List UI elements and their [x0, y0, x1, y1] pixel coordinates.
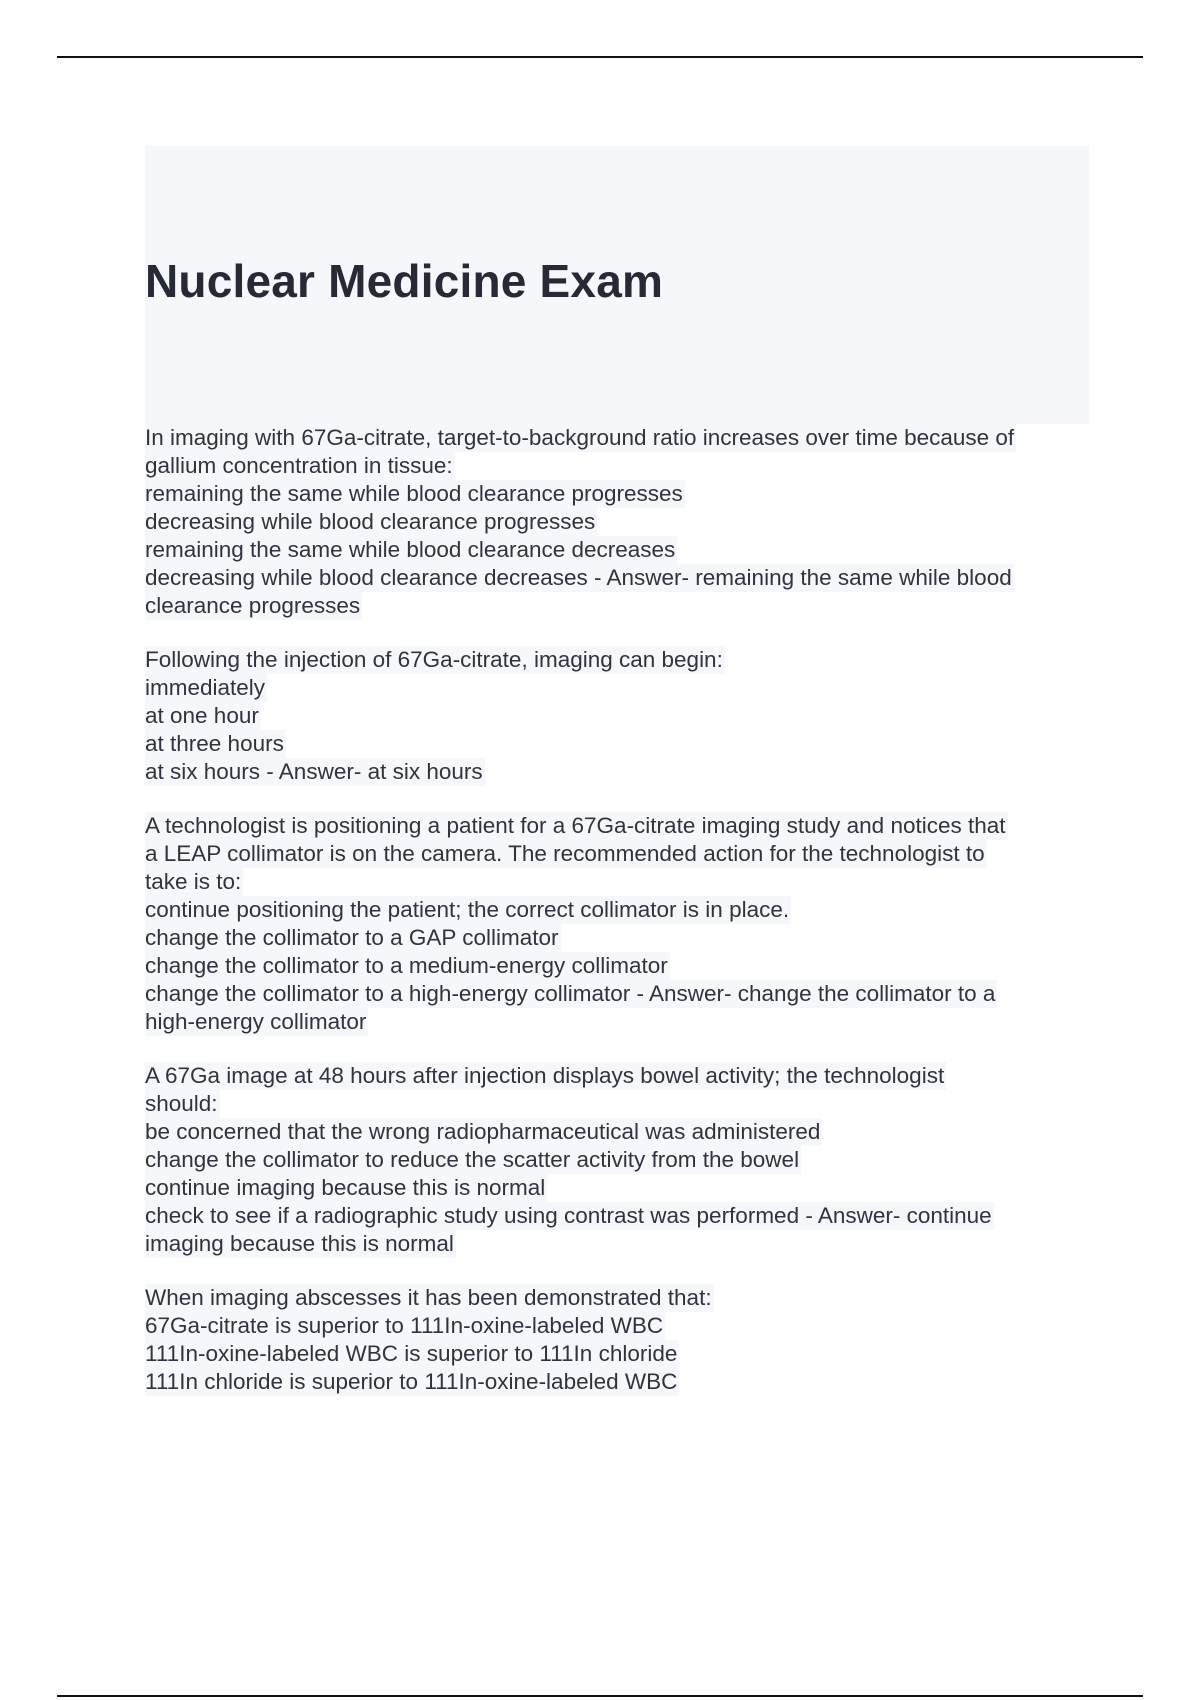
- question-3: [145, 812, 1089, 1036]
- answer-option: 67Ga-citrate is superior to 111In-oxine-labeled WBC: [145, 1313, 664, 1338]
- question-2: [145, 646, 1089, 786]
- question-text: a LEAP collimator is on the camera. The recommended action for the technologist to: [145, 841, 985, 866]
- question-text: take is to:: [145, 869, 242, 894]
- answer-option: at three hours: [145, 731, 284, 756]
- answer-option: change the collimator to reduce the scatter activity from the bowel: [145, 1147, 800, 1172]
- answer-option: continue positioning the patient; the correct collimator is in place.: [145, 897, 790, 922]
- footer-divider: [57, 1695, 1143, 1697]
- answer-option: immediately: [145, 675, 266, 700]
- title-panel: [145, 146, 1089, 424]
- question-text: Following the injection of 67Ga-citrate, imaging can begin:: [145, 647, 723, 672]
- question-text: should:: [145, 1091, 218, 1116]
- header-divider: [57, 56, 1143, 58]
- document-title: Nuclear Medicine Exam: [145, 255, 664, 307]
- answer-option: change the collimator to a medium-energy collimator: [145, 953, 668, 978]
- correct-answer-text: imaging because this is normal: [145, 1231, 454, 1256]
- correct-answer-text: clearance progresses: [145, 593, 361, 618]
- question-4: [145, 1062, 1089, 1258]
- answer-option-with-answer: check to see if a radiographic study using contrast was performed - Answer- continue: [145, 1203, 992, 1228]
- answer-option-with-answer: at six hours - Answer- at six hours: [145, 759, 483, 784]
- answer-option: at one hour: [145, 703, 259, 728]
- question-text: In imaging with 67Ga-citrate, target-to-background ratio increases over time because of: [145, 425, 1015, 450]
- question-text: A technologist is positioning a patient for a 67Ga-citrate imaging study and notices that: [145, 813, 1006, 838]
- question-5: [145, 1284, 1089, 1396]
- answer-option: continue imaging because this is normal: [145, 1175, 546, 1200]
- question-list: [145, 424, 1089, 1422]
- answer-option: decreasing while blood clearance progresses: [145, 509, 596, 534]
- question-text: gallium concentration in tissue:: [145, 453, 453, 478]
- correct-answer-text: high-energy collimator: [145, 1009, 367, 1034]
- question-text: When imaging abscesses it has been demonstrated that:: [145, 1285, 712, 1310]
- answer-option: 111In chloride is superior to 111In-oxine-labeled WBC: [145, 1369, 678, 1394]
- answer-option: remaining the same while blood clearance progresses: [145, 481, 683, 506]
- answer-option: remaining the same while blood clearance decreases: [145, 537, 676, 562]
- question-text: A 67Ga image at 48 hours after injection displays bowel activity; the technologist: [145, 1063, 945, 1088]
- answer-option-with-answer: change the collimator to a high-energy collimator - Answer- change the collimator to a: [145, 981, 996, 1006]
- question-1: [145, 424, 1089, 620]
- answer-option: 111In-oxine-labeled WBC is superior to 111In chloride: [145, 1341, 678, 1366]
- answer-option: change the collimator to a GAP collimator: [145, 925, 559, 950]
- answer-option-with-answer: decreasing while blood clearance decreases - Answer- remaining the same while blood: [145, 565, 1012, 590]
- answer-option: be concerned that the wrong radiopharmaceutical was administered: [145, 1119, 821, 1144]
